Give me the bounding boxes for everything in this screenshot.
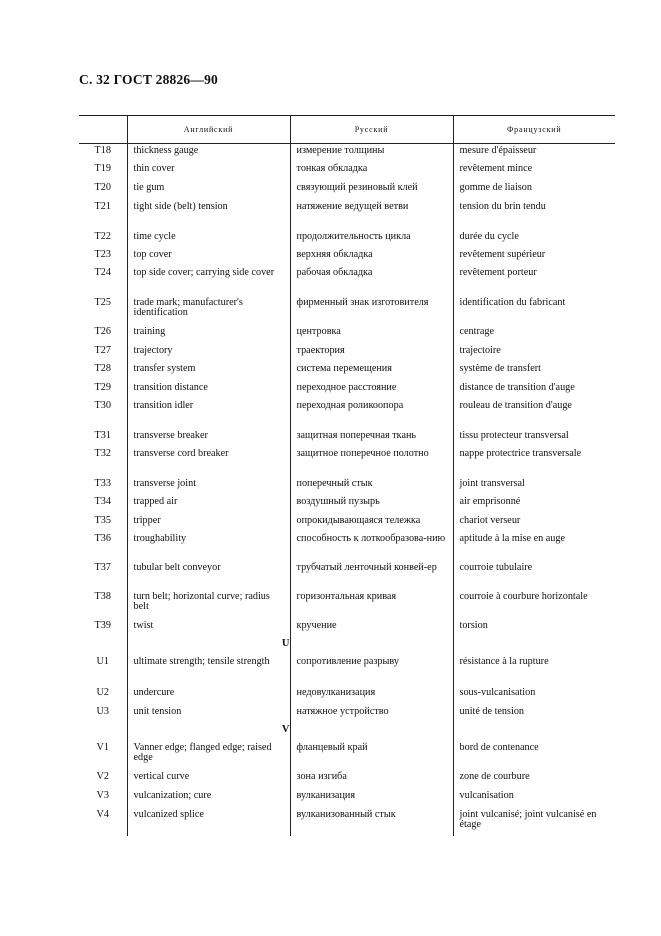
glossary-table bbox=[79, 115, 615, 836]
table-row bbox=[79, 325, 615, 344]
term-code-cell: T34 bbox=[94, 495, 111, 507]
term-code-cell: T37 bbox=[94, 561, 111, 573]
english-term-cell: tie gum bbox=[127, 181, 290, 200]
table-row bbox=[79, 144, 615, 162]
russian-term-cell: защитное поперечное полотно bbox=[290, 447, 453, 477]
term-code-cell: T38 bbox=[94, 590, 111, 602]
english-term-cell: thin cover bbox=[127, 162, 290, 181]
english-column-header: Английский bbox=[127, 116, 290, 144]
section-letter: U bbox=[281, 637, 290, 649]
english-term-cell: undercure bbox=[127, 686, 290, 705]
russian-term-cell: фланцевый край bbox=[290, 741, 453, 770]
french-term-cell: distance de transition d'auge bbox=[453, 381, 615, 399]
table-row bbox=[79, 532, 615, 561]
french-term-cell: aptitude à la mise en auge bbox=[453, 532, 615, 561]
table-row bbox=[79, 266, 615, 296]
term-code-cell: T23 bbox=[94, 248, 111, 260]
russian-term-cell: переходная роликоопора bbox=[290, 399, 453, 429]
term-code-cell: T39 bbox=[94, 619, 111, 631]
french-term-cell: centrage bbox=[453, 325, 615, 344]
section-empty-cell bbox=[290, 723, 453, 741]
english-term-cell: twist bbox=[127, 619, 290, 637]
russian-term-cell: сопротивление разрыву bbox=[290, 655, 453, 686]
table-row bbox=[79, 362, 615, 381]
russian-term-cell: трубчатый ленточный конвей-ер bbox=[290, 561, 453, 590]
english-term-cell: transverse breaker bbox=[127, 429, 290, 447]
table-row bbox=[79, 590, 615, 619]
french-term-cell: rouleau de transition d'auge bbox=[453, 399, 615, 429]
section-spacer-cell bbox=[79, 723, 127, 741]
table-header-row bbox=[79, 116, 615, 144]
table-row bbox=[79, 495, 615, 514]
table-row bbox=[79, 162, 615, 181]
table-row bbox=[79, 514, 615, 532]
russian-term-cell: рабочая обкладка bbox=[290, 266, 453, 296]
french-term-cell: trajectoire bbox=[453, 344, 615, 362]
english-term-cell: Vanner edge; flanged edge; raised edge bbox=[127, 741, 290, 770]
english-term-cell: vulcanization; cure bbox=[127, 789, 290, 808]
french-term-cell: revêtement mince bbox=[453, 162, 615, 181]
table-body bbox=[79, 144, 615, 836]
english-term-cell: transition distance bbox=[127, 381, 290, 399]
table-row bbox=[79, 789, 615, 808]
french-term-cell: revêtement supérieur bbox=[453, 248, 615, 266]
term-code-cell: T31 bbox=[94, 429, 111, 441]
table-row bbox=[79, 230, 615, 248]
russian-term-cell: траектория bbox=[290, 344, 453, 362]
english-term-cell: thickness gauge bbox=[127, 144, 290, 162]
french-term-cell: zone de courbure bbox=[453, 770, 615, 789]
section-letter-cell bbox=[127, 637, 290, 655]
table-row bbox=[79, 429, 615, 447]
term-code-cell: T24 bbox=[94, 266, 111, 278]
section-letter-cell bbox=[127, 723, 290, 741]
english-term-cell: top side cover; carrying side cover bbox=[127, 266, 290, 296]
french-term-cell: identification du fabricant bbox=[453, 296, 615, 325]
table-row bbox=[79, 296, 615, 325]
russian-term-cell: горизонтальная кривая bbox=[290, 590, 453, 619]
russian-term-cell: тонкая обкладка bbox=[290, 162, 453, 181]
russian-term-cell: натяжение ведущей ветви bbox=[290, 200, 453, 230]
russian-term-cell: способность к лоткообразова-нию bbox=[290, 532, 453, 561]
french-term-cell: bord de contenance bbox=[453, 741, 615, 770]
russian-term-cell: фирменный знак изготовителя bbox=[290, 296, 453, 325]
table-row bbox=[79, 447, 615, 477]
table-row bbox=[79, 770, 615, 789]
french-term-cell: nappe protectrice transversale bbox=[453, 447, 615, 477]
english-term-cell: ultimate strength; tensile strength bbox=[127, 655, 290, 686]
term-code-cell: U1 bbox=[96, 655, 109, 667]
section-row bbox=[79, 723, 615, 741]
french-term-cell: tissu protecteur transversal bbox=[453, 429, 615, 447]
table-row bbox=[79, 200, 615, 230]
russian-term-cell: воздушный пузырь bbox=[290, 495, 453, 514]
english-term-cell: trade mark; manufacturer's identification bbox=[127, 296, 290, 325]
english-term-cell: tripper bbox=[127, 514, 290, 532]
term-code-cell: T28 bbox=[94, 362, 111, 374]
french-term-cell: chariot verseur bbox=[453, 514, 615, 532]
french-term-cell: durée du cycle bbox=[453, 230, 615, 248]
russian-term-cell: центровка bbox=[290, 325, 453, 344]
russian-column-header: Русский bbox=[290, 116, 453, 144]
section-empty-cell bbox=[453, 637, 615, 655]
russian-term-cell: зона изгиба bbox=[290, 770, 453, 789]
french-term-cell: torsion bbox=[453, 619, 615, 637]
term-code-cell: T22 bbox=[94, 230, 111, 242]
english-term-cell: transverse joint bbox=[127, 477, 290, 495]
section-empty-cell bbox=[290, 637, 453, 655]
russian-term-cell: недовулканизация bbox=[290, 686, 453, 705]
russian-term-cell: кручение bbox=[290, 619, 453, 637]
term-code-cell: T26 bbox=[94, 325, 111, 337]
table-row bbox=[79, 808, 615, 836]
french-term-cell: joint transversal bbox=[453, 477, 615, 495]
russian-term-cell: вулканизованный стык bbox=[290, 808, 453, 836]
english-term-cell: time cycle bbox=[127, 230, 290, 248]
term-code-cell: T20 bbox=[94, 181, 111, 193]
english-term-cell: trajectory bbox=[127, 344, 290, 362]
french-term-cell: courroie à courbure horizontale bbox=[453, 590, 615, 619]
english-term-cell: transfer system bbox=[127, 362, 290, 381]
term-code-cell: V1 bbox=[96, 741, 109, 753]
table-row bbox=[79, 619, 615, 637]
english-term-cell: trapped air bbox=[127, 495, 290, 514]
russian-term-cell: опрокидывающаяся тележка bbox=[290, 514, 453, 532]
term-code-cell: T35 bbox=[94, 514, 111, 526]
english-term-cell: unit tension bbox=[127, 705, 290, 723]
french-term-cell: joint vulcanisé; joint vulcanisé en étage bbox=[453, 808, 615, 836]
french-term-cell: revêtement porteur bbox=[453, 266, 615, 296]
russian-term-cell: верхняя обкладка bbox=[290, 248, 453, 266]
french-term-cell: tension du brin tendu bbox=[453, 200, 615, 230]
english-term-cell: top cover bbox=[127, 248, 290, 266]
russian-term-cell: натяжное устройство bbox=[290, 705, 453, 723]
table-row bbox=[79, 344, 615, 362]
table-row bbox=[79, 181, 615, 200]
russian-term-cell: система перемещения bbox=[290, 362, 453, 381]
english-term-cell: vulcanized splice bbox=[127, 808, 290, 836]
section-spacer-cell bbox=[79, 637, 127, 655]
page-header: С. 32 ГОСТ 28826—90 bbox=[79, 72, 218, 87]
term-code-cell: T21 bbox=[94, 200, 111, 212]
russian-term-cell: поперечный стык bbox=[290, 477, 453, 495]
table-row bbox=[79, 655, 615, 686]
french-term-cell: air emprisonné bbox=[453, 495, 615, 514]
term-code-cell: T27 bbox=[94, 344, 111, 356]
russian-term-cell: измерение толщины bbox=[290, 144, 453, 162]
code-column-header bbox=[79, 116, 127, 144]
term-code-cell: V2 bbox=[96, 770, 109, 782]
table-row bbox=[79, 248, 615, 266]
english-term-cell: vertical curve bbox=[127, 770, 290, 789]
term-code-cell: T29 bbox=[94, 381, 111, 393]
english-term-cell: training bbox=[127, 325, 290, 344]
term-code-cell: U3 bbox=[96, 705, 109, 717]
russian-term-cell: защитная поперечная ткань bbox=[290, 429, 453, 447]
term-code-cell: T25 bbox=[94, 296, 111, 308]
table-row bbox=[79, 381, 615, 399]
term-code-cell: T33 bbox=[94, 477, 111, 489]
section-row bbox=[79, 637, 615, 655]
russian-term-cell: связующий резиновый клей bbox=[290, 181, 453, 200]
french-term-cell: courroie tubulaire bbox=[453, 561, 615, 590]
french-term-cell: gomme de liaison bbox=[453, 181, 615, 200]
english-term-cell: turn belt; horizontal curve; radius belt bbox=[127, 590, 290, 619]
russian-term-cell: вулканизация bbox=[290, 789, 453, 808]
english-term-cell: transverse cord breaker bbox=[127, 447, 290, 477]
table-row bbox=[79, 741, 615, 770]
english-term-cell: tight side (belt) tension bbox=[127, 200, 290, 230]
french-term-cell: système de transfert bbox=[453, 362, 615, 381]
term-code-cell: T36 bbox=[94, 532, 111, 544]
section-empty-cell bbox=[453, 723, 615, 741]
table-row bbox=[79, 705, 615, 723]
table-row bbox=[79, 686, 615, 705]
term-code-cell: T19 bbox=[94, 162, 111, 174]
russian-term-cell: продолжительность цикла bbox=[290, 230, 453, 248]
term-code-cell: V4 bbox=[96, 808, 109, 820]
section-letter: V bbox=[281, 723, 290, 735]
french-column-header: Французский bbox=[453, 116, 615, 144]
french-term-cell: mesure d'épaisseur bbox=[453, 144, 615, 162]
english-term-cell: tubular belt conveyor bbox=[127, 561, 290, 590]
term-code-cell: T32 bbox=[94, 447, 111, 459]
french-term-cell: sous-vulcanisation bbox=[453, 686, 615, 705]
term-code-cell: T30 bbox=[94, 399, 111, 411]
table-row bbox=[79, 477, 615, 495]
term-code-cell: V3 bbox=[96, 789, 109, 801]
french-term-cell: vulcanisation bbox=[453, 789, 615, 808]
table-row bbox=[79, 561, 615, 590]
french-term-cell: résistance à la rupture bbox=[453, 655, 615, 686]
english-term-cell: troughability bbox=[127, 532, 290, 561]
french-term-cell: unité de tension bbox=[453, 705, 615, 723]
term-code-cell: U2 bbox=[96, 686, 109, 698]
table-row bbox=[79, 399, 615, 429]
russian-term-cell: переходное расстояние bbox=[290, 381, 453, 399]
english-term-cell: transition idler bbox=[127, 399, 290, 429]
term-code-cell: T18 bbox=[94, 145, 111, 156]
